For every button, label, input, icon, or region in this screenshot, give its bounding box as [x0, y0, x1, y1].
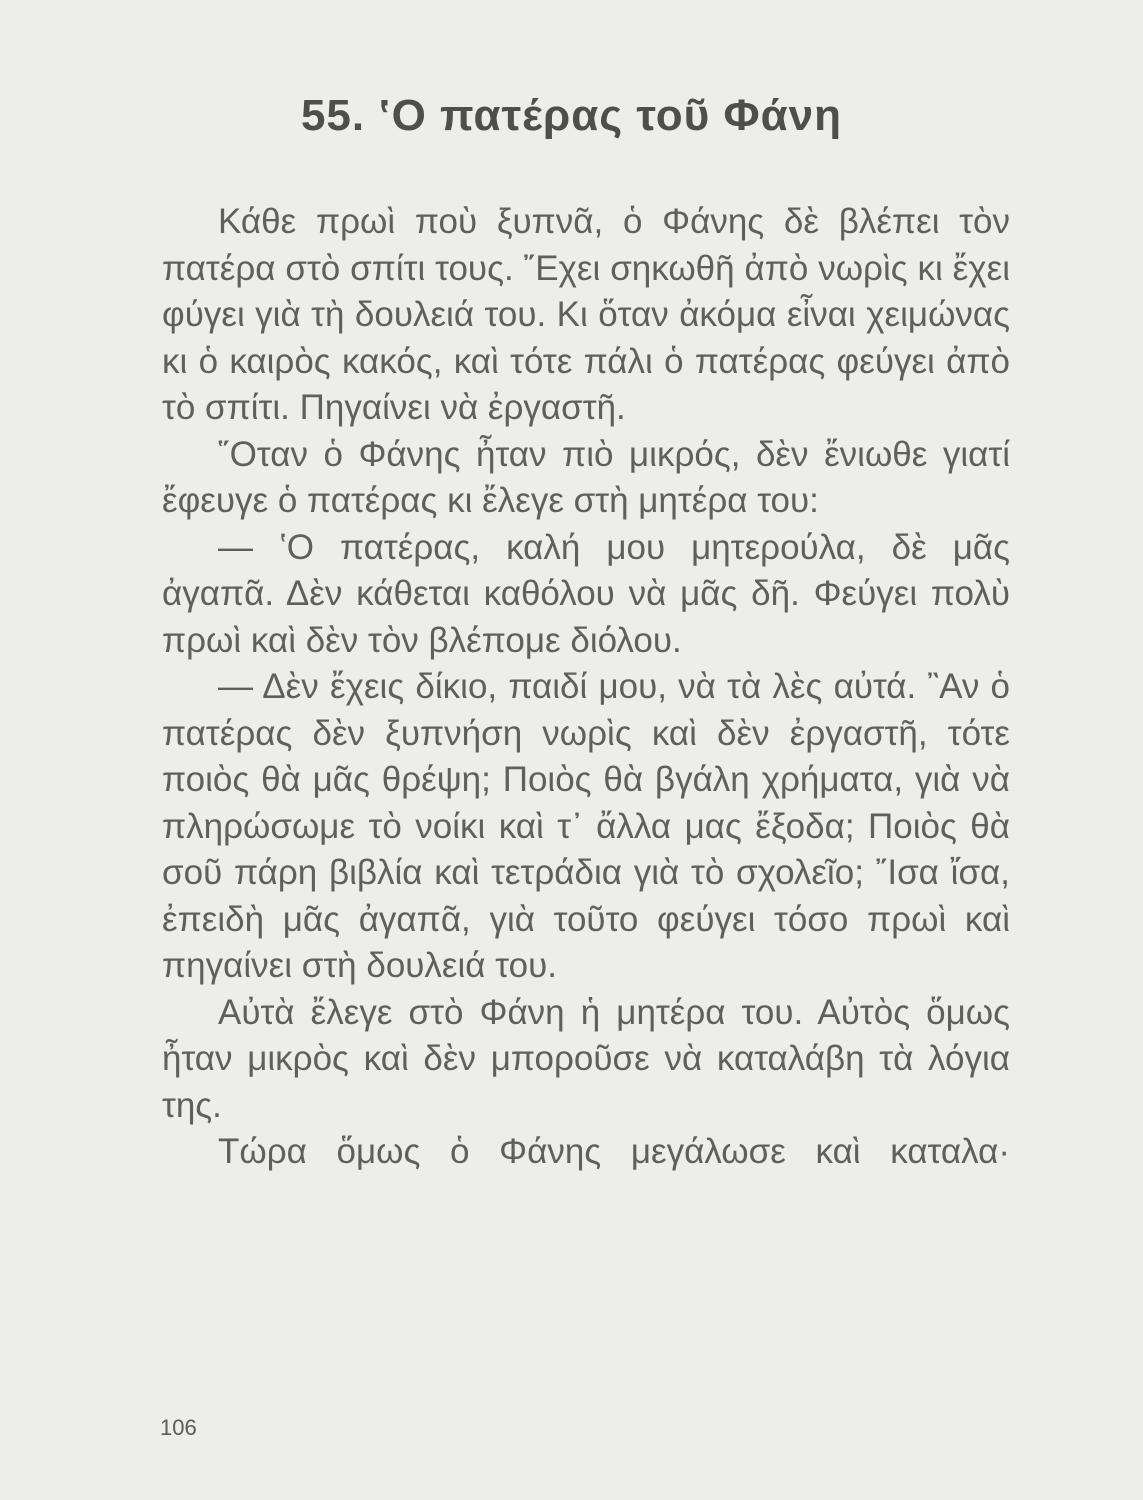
paragraph-6: Τώρα ὅμως ὁ Φάνης μεγάλωσε καὶ καταλα· — [218, 1132, 1010, 1171]
chapter-title: 55. ʽΟ πατέρας τοῦ Φάνη — [300, 91, 843, 140]
paragraph-2: ῞Οταν ὁ Φάνης ἦταν πιὸ μικρός, δὲν ἔνιωθε γιατί ἔφευγε ὁ πατέρας κι ἔλεγε στὴ μητέρα του: — [162, 434, 1010, 520]
page-number: 106 — [160, 1415, 197, 1440]
text-body — [162, 199, 1010, 1176]
paragraph-1: Κάθε πρωὶ ποὺ ξυπνᾶ, ὁ Φάνης δὲ βλέπει τὸν πατέρα στὸ σπίτι τους. ῎Εχει σηκωθῆ ἀπὸ νωρὶς κι ἔχει φύγει γιὰ τὴ δουλειά του. Κι ὅταν ἀκόμα εἶναι χειμώνας κι ὁ καιρὸς κακός, καὶ τότε πάλι ὁ πατέρας φεύγει ἀπὸ τὸ σπίτι. Πηγαίνει νὰ ἐργαστῆ. — [162, 202, 1010, 427]
paragraph-4: — Δὲν ἔχεις δίκιο, παιδί μου, νὰ τὰ λὲς αὐτά. ῍Αν ὁ πατέρας δὲν ξυπνήση νωρὶς καὶ δὲν ἐργαστῆ, τότε ποιὸς θὰ μᾶς θρέψη; Ποιὸς θὰ βγάλη χρήματα, γιὰ νὰ πληρώσωμε τὸ νοίκι καὶ τ᾽ ἄλλα μας ἔξοδα; Ποιὸς θὰ σοῦ πάρη βιβλία καὶ τετράδια γιὰ τὸ σχολεῖο; ῎Ισα ἴσα, ἐπειδὴ μᾶς ἀγαπᾶ, γιὰ τοῦτο φεύγει τόσο πρωὶ καὶ πηγαίνει στὴ δουλειά του. — [162, 667, 1010, 985]
paragraph-5: Αὐτὰ ἔλεγε στὸ Φάνη ἡ μητέρα του. Αὐτὸς ὅμως ἦταν μικρὸς καὶ δὲν μποροῦσε νὰ καταλάβη τὰ λόγια της. — [162, 992, 1010, 1125]
paragraph-3: — ʽΟ πατέρας, καλή μου μητερούλα, δὲ μᾶς ἀγαπᾶ. Δὲν κάθεται καθόλου νὰ μᾶς δῆ. Φεύγει πολὺ πρωὶ καὶ δὲν τὸν βλέπομε διόλου. — [162, 527, 1010, 660]
